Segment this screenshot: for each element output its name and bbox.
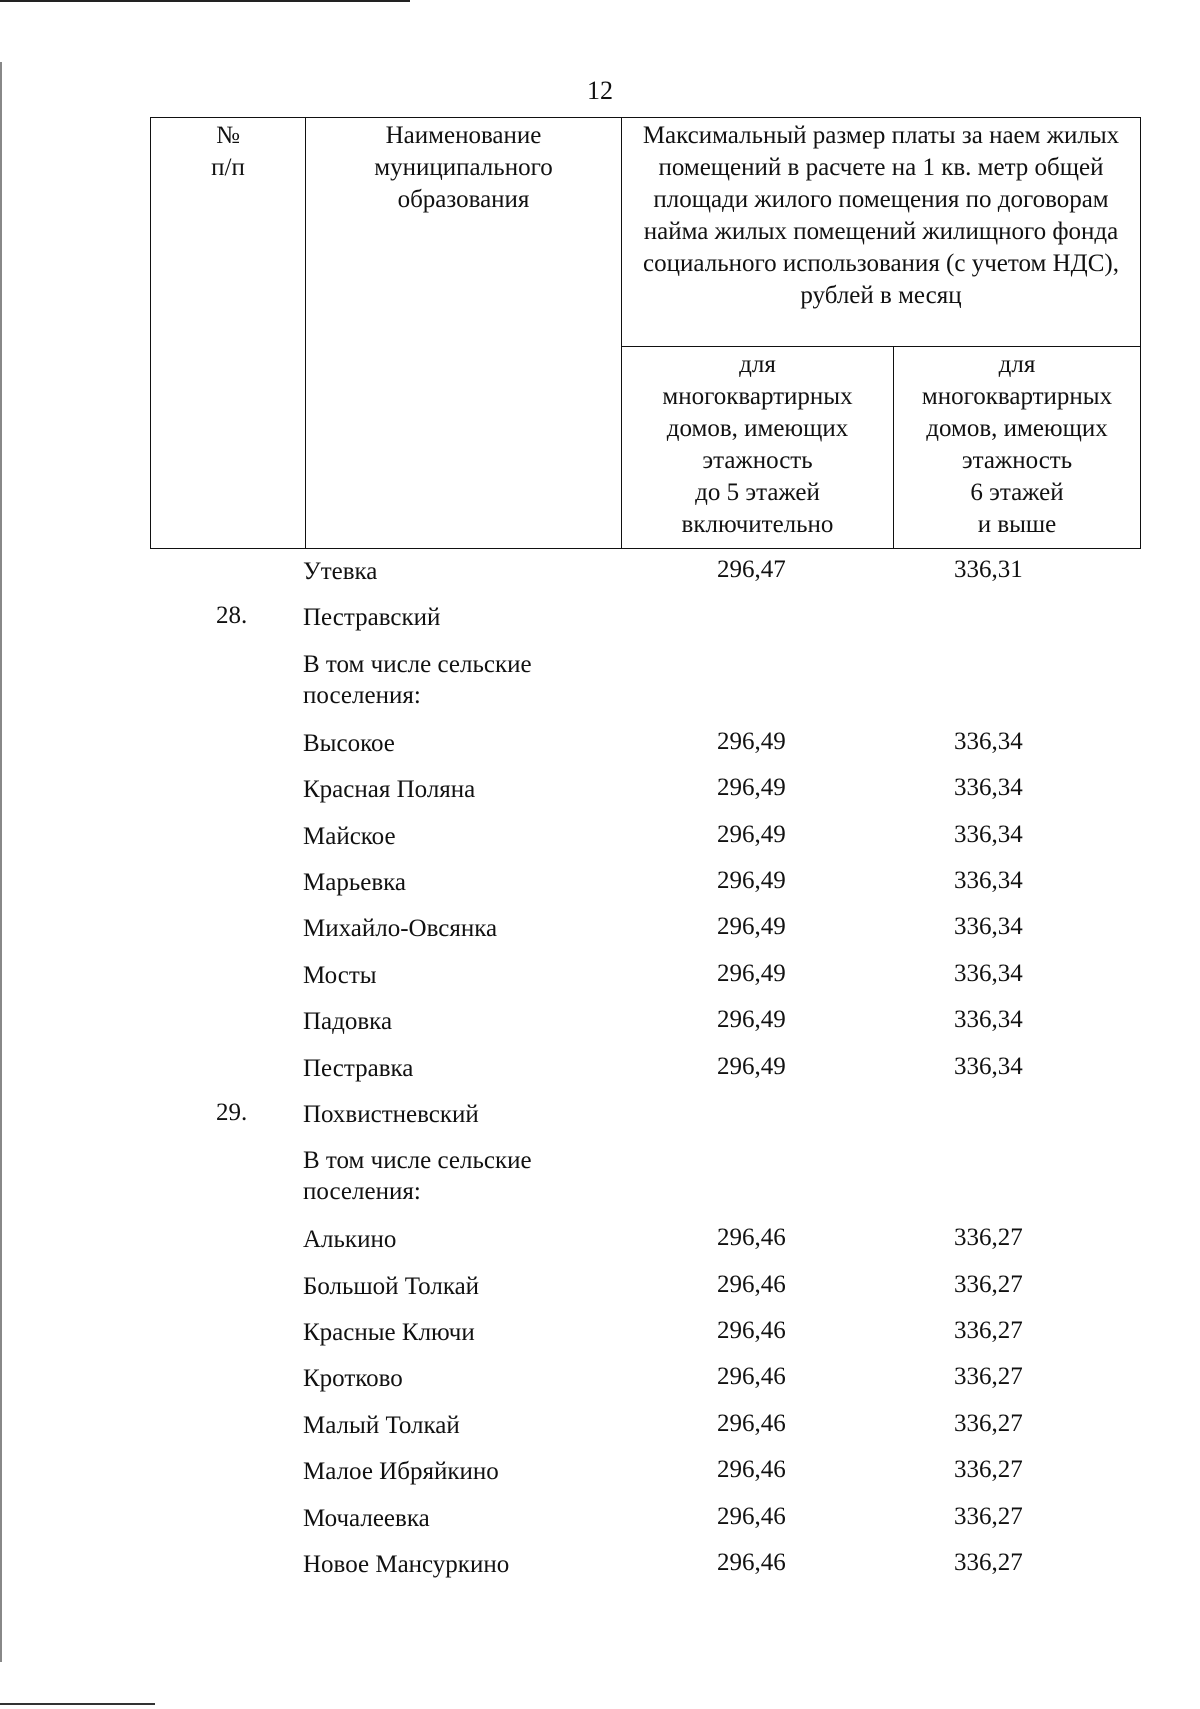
row-value-up-to-5-floors: 296,49 (717, 1052, 786, 1080)
row-value-6-floors-and-more: 336,34 (954, 959, 1023, 987)
table-row (0, 1503, 1200, 1549)
table-row (0, 1410, 1200, 1456)
row-name: Красные Ключи (303, 1319, 475, 1347)
row-name: Михайло-Овсянка (303, 915, 498, 943)
table-row (0, 1456, 1200, 1502)
row-name: Пестравка (303, 1054, 414, 1082)
row-name: Алькино (303, 1226, 397, 1254)
row-name: Утевка (303, 558, 378, 585)
row-name: Марьевка (303, 868, 406, 896)
row-value-up-to-5-floors: 296,49 (717, 866, 786, 894)
row-value-6-floors-and-more: 336,27 (954, 1317, 1023, 1345)
row-value-up-to-5-floors: 296,49 (717, 913, 786, 941)
table-row (0, 1271, 1200, 1317)
row-value-6-floors-and-more: 336,27 (954, 1456, 1023, 1484)
table-row (0, 1549, 1200, 1595)
row-value-up-to-5-floors: 296,46 (717, 1409, 786, 1437)
row-value-up-to-5-floors: 296,47 (717, 556, 786, 583)
row-name: Похвистневский (303, 1100, 479, 1128)
row-value-6-floors-and-more: 336,27 (954, 1363, 1023, 1391)
table-row (0, 774, 1200, 820)
row-value-up-to-5-floors: 296,49 (717, 727, 786, 755)
row-name: Малое Ибряйкино (303, 1458, 499, 1486)
row-name: Мочалеевка (303, 1504, 430, 1532)
table-row (0, 1006, 1200, 1052)
row-value-up-to-5-floors: 296,46 (717, 1549, 786, 1577)
row-value-6-floors-and-more: 336,34 (954, 866, 1023, 894)
table-row (0, 960, 1200, 1006)
table-row (0, 913, 1200, 959)
row-number: 29. (216, 1098, 248, 1126)
row-value-up-to-5-floors: 296,49 (717, 959, 786, 987)
row-name: Мосты (303, 961, 377, 989)
row-value-up-to-5-floors: 296,46 (717, 1456, 786, 1484)
table-row (0, 867, 1200, 913)
table-row (0, 1053, 1200, 1099)
header-up-to-5-floors: для многоквартирных домов, имеющих этажность до 5 этажей включительно (622, 347, 894, 549)
table-body (0, 556, 1200, 1595)
table-row (0, 728, 1200, 774)
row-value-6-floors-and-more: 336,34 (954, 727, 1023, 755)
table-row (0, 1363, 1200, 1409)
scan-artifact-bottom (0, 1703, 155, 1705)
row-value-up-to-5-floors: 296,49 (717, 820, 786, 848)
page-number: 12 (587, 76, 613, 105)
row-value-6-floors-and-more: 336,34 (954, 774, 1023, 802)
row-value-up-to-5-floors: 296,46 (717, 1317, 786, 1345)
row-value-up-to-5-floors: 296,49 (717, 1006, 786, 1034)
row-name: Новое Мансуркино (303, 1551, 510, 1579)
row-name: Высокое (303, 729, 395, 757)
row-value-6-floors-and-more: 336,27 (954, 1270, 1023, 1298)
row-name: Красная Поляна (303, 776, 476, 804)
row-value-6-floors-and-more: 336,34 (954, 1052, 1023, 1080)
row-value-6-floors-and-more: 336,27 (954, 1549, 1023, 1577)
row-name: Малый Толкай (303, 1411, 460, 1439)
row-value-6-floors-and-more: 336,34 (954, 820, 1023, 848)
row-name: В том числе сельские поселения: (303, 650, 532, 709)
row-value-6-floors-and-more: 336,27 (954, 1409, 1023, 1437)
table-header (150, 117, 1141, 549)
header-payment-column: Максимальный размер платы за наем жилых помещений в расчете на 1 кв. метр общей площади жилого помещения по договорам найма жилых помещений жилищного фонда социального использования (с учетом НДС), рублей в месяц (622, 118, 1141, 347)
row-value-up-to-5-floors: 296,49 (717, 774, 786, 802)
header-name-column: Наименование муниципального образования (306, 118, 622, 549)
header-6-floors-and-more: для многоквартирных домов, имеющих этажность 6 этажей и выше (894, 347, 1141, 549)
row-value-6-floors-and-more: 336,34 (954, 1006, 1023, 1034)
row-value-up-to-5-floors: 296,46 (717, 1224, 786, 1252)
row-name: Большой Толкай (303, 1272, 480, 1300)
row-value-up-to-5-floors: 296,46 (717, 1502, 786, 1530)
table-row (0, 1317, 1200, 1363)
row-value-6-floors-and-more: 336,27 (954, 1502, 1023, 1530)
row-value-6-floors-and-more: 336,34 (954, 913, 1023, 941)
table-row (0, 1099, 1200, 1145)
row-number: 28. (216, 602, 248, 630)
row-name: Падовка (303, 1008, 393, 1036)
row-name: Майское (303, 822, 396, 850)
row-name: Пестравский (303, 604, 441, 632)
row-name: Кротково (303, 1365, 403, 1393)
row-value-up-to-5-floors: 296,46 (717, 1270, 786, 1298)
row-value-6-floors-and-more: 336,31 (954, 556, 1023, 583)
header-number-column: № п/п (151, 118, 306, 549)
table-row (0, 1145, 1200, 1224)
table-row (0, 821, 1200, 867)
table-row (0, 556, 1200, 602)
row-value-6-floors-and-more: 336,27 (954, 1224, 1023, 1252)
table-row (0, 1224, 1200, 1270)
row-value-up-to-5-floors: 296,46 (717, 1363, 786, 1391)
table-row (0, 649, 1200, 728)
row-name: В том числе сельские поселения: (303, 1147, 532, 1206)
scan-artifact-top (0, 0, 410, 2)
table-row (0, 602, 1200, 648)
